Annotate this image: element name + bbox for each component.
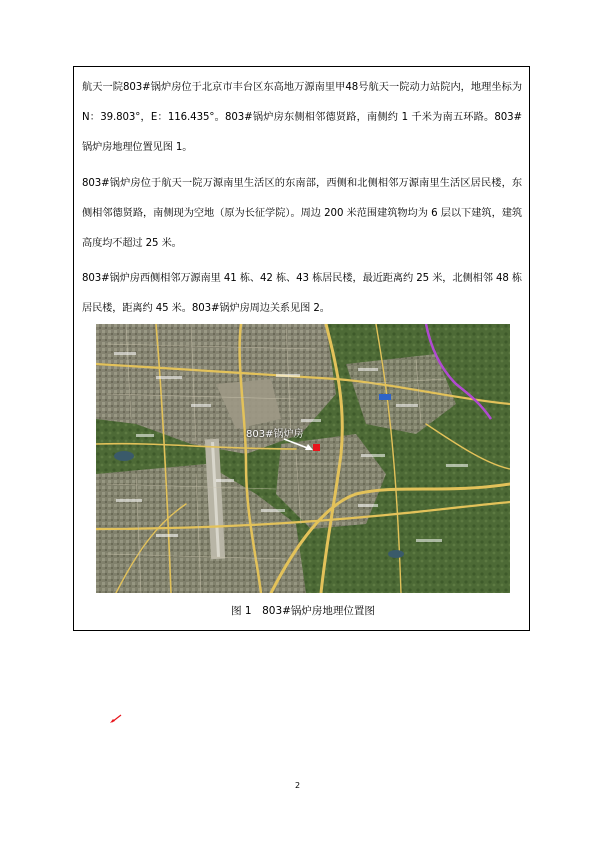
- page-number: 2: [294, 781, 301, 790]
- paragraph-surroundings: 803#锅炉房位于航天一院万源南里生活区的东南部，西侧和北侧相邻万源南里生活区居民楼，东侧相邻德贤路，南侧现为空地（原为长征学院）。周边 200 米范围建筑物均为 6 层以下建筑，建筑高度均不超过 25 米。: [82, 178, 522, 249]
- figure-caption: 图 1 803#锅炉房地理位置图: [231, 605, 375, 617]
- pen-mark-icon: [110, 709, 122, 719]
- boiler-house-marker: [313, 444, 320, 451]
- map-label: 803#锅炉房: [246, 429, 304, 440]
- paragraph-location: 航天一院803#锅炉房位于北京市丰台区东高地万源南里甲48号航天一院动力站院内，地理坐标为 N：39.803°，E：116.435°。803#锅炉房东侧相邻德贤路，南侧约 1 千米为南五环路。803#锅炉房地理位置见图 1。: [82, 82, 522, 153]
- paragraph-neighbors: 803#锅炉房西侧相邻万源南里 41 栋、42 栋、43 栋居民楼，最近距离约 25 米，北侧相邻 48 栋居民楼，距离约 45 米。803#锅炉房周边关系见图 2。: [82, 273, 522, 314]
- map-pointer-arrow: [284, 439, 310, 449]
- satellite-map: [96, 324, 510, 593]
